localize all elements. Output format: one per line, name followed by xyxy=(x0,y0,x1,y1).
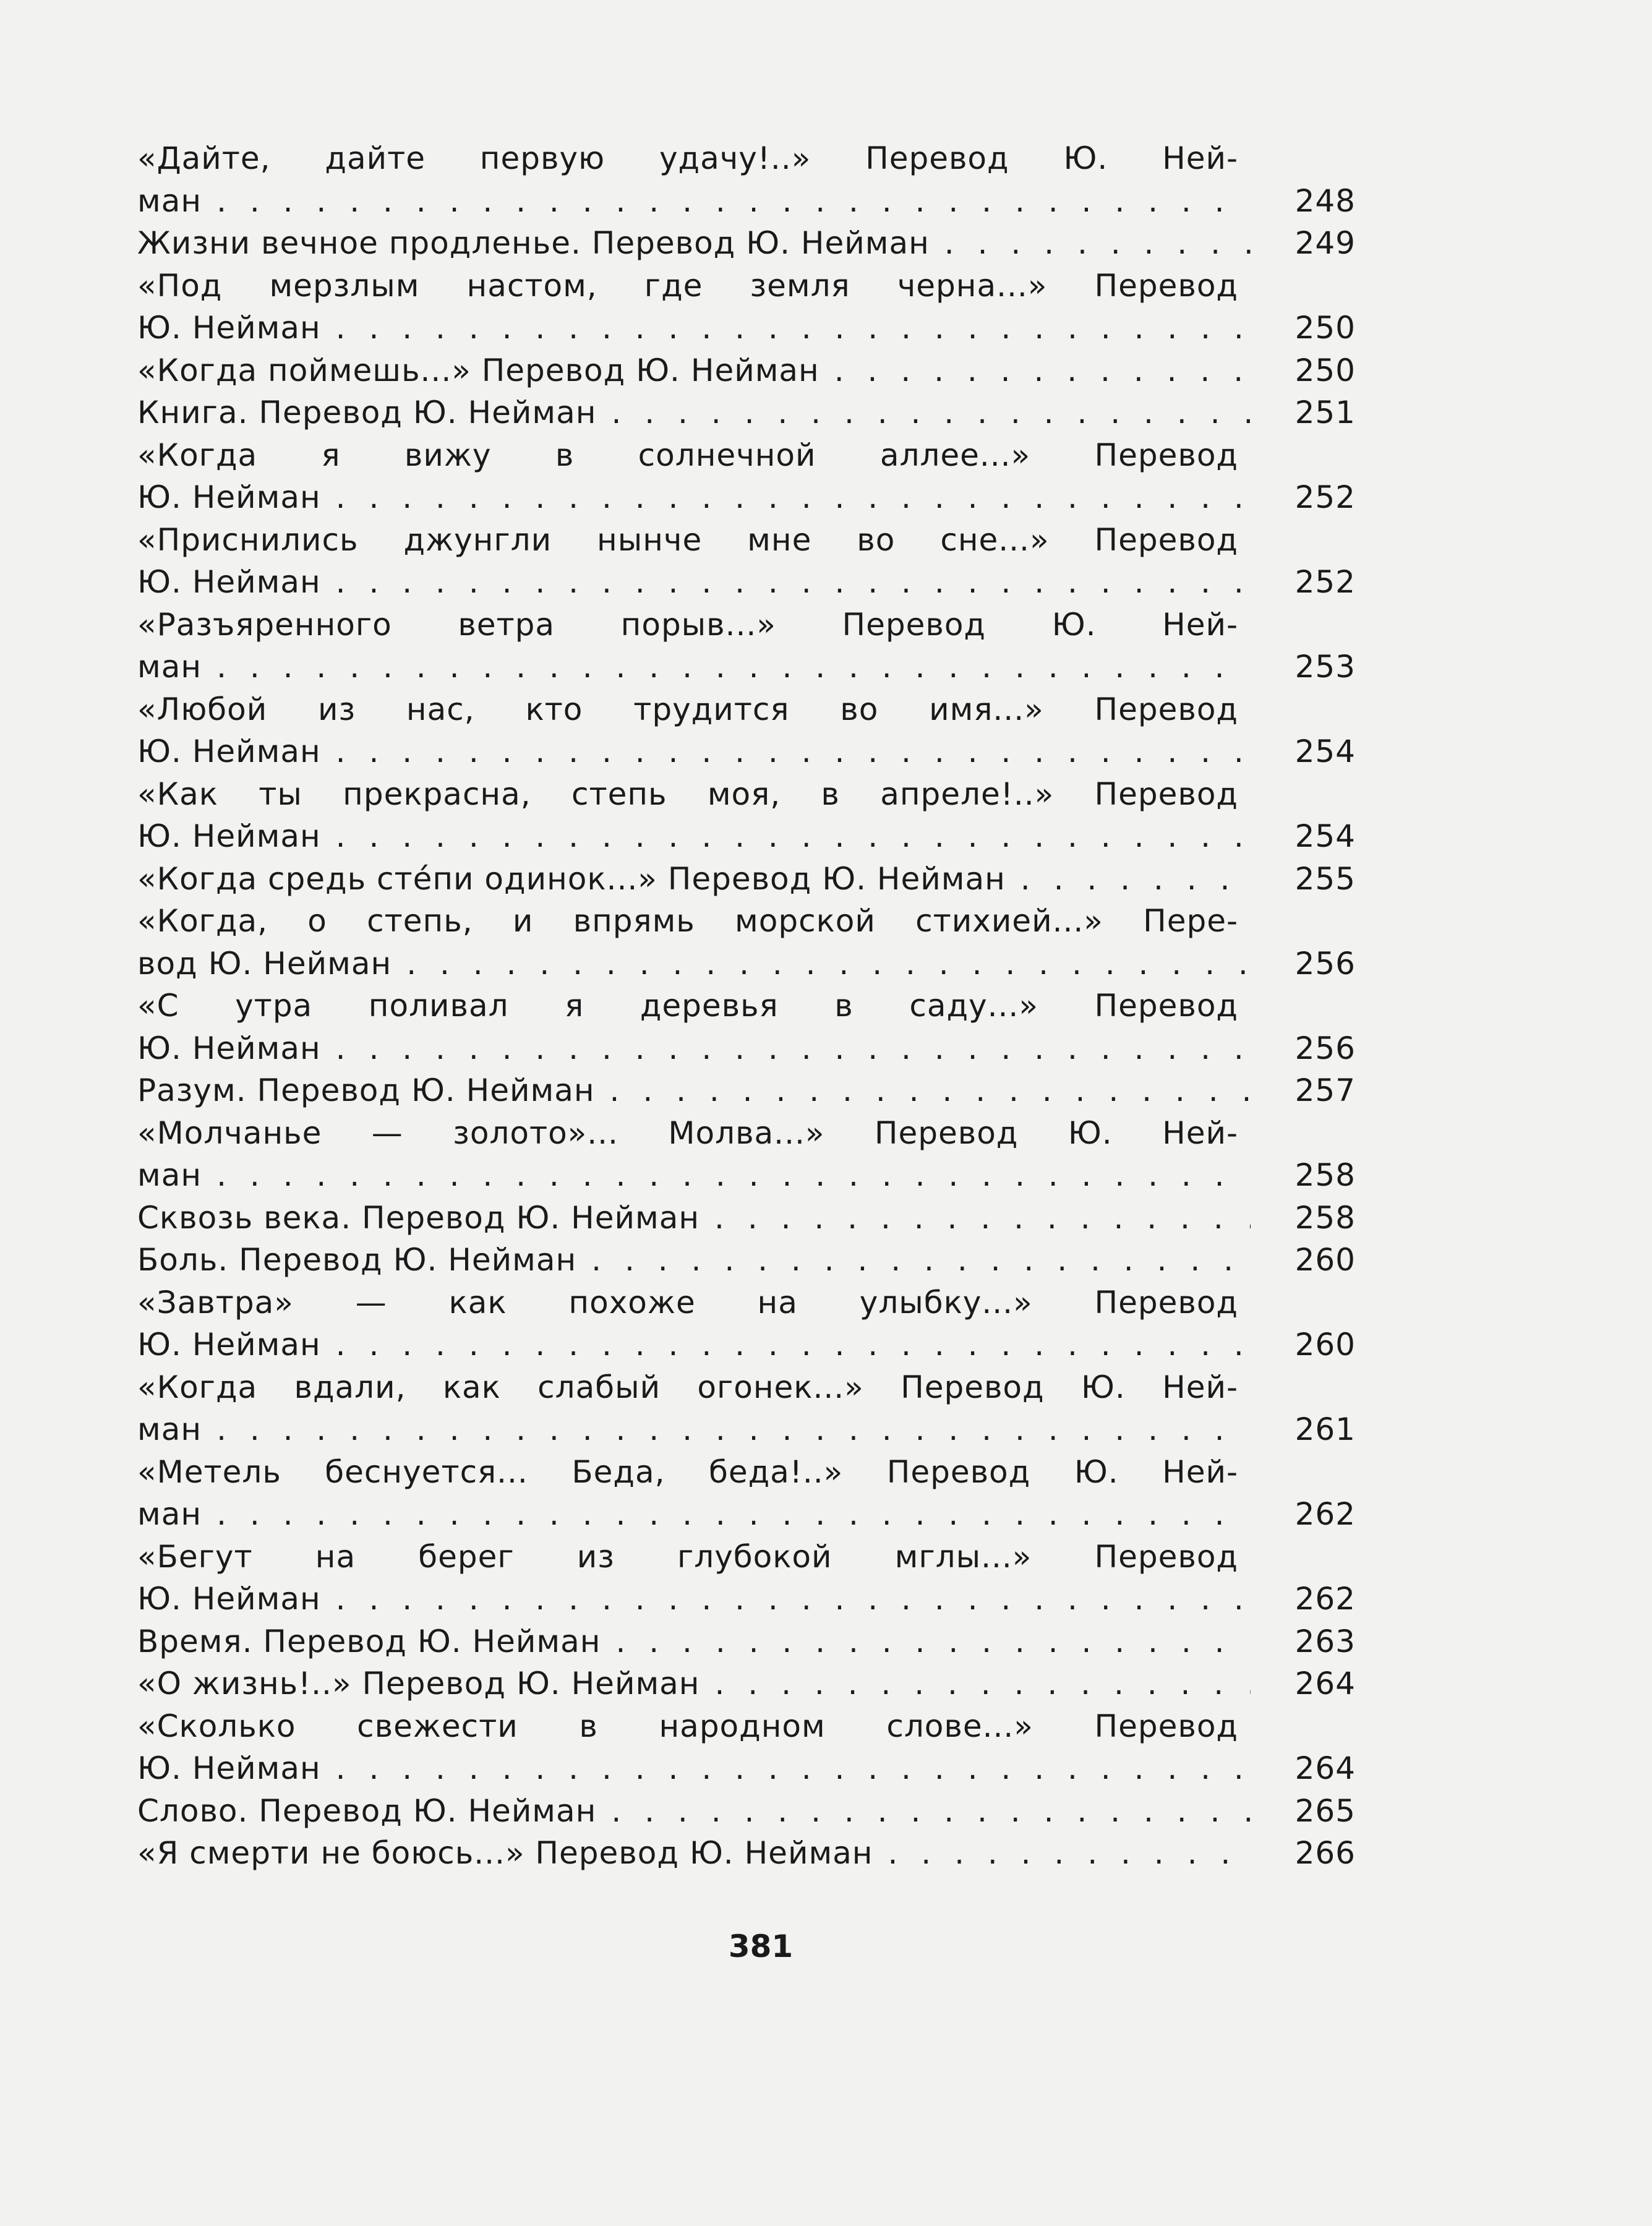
dot-leader xyxy=(596,392,1251,434)
toc-page-number: 249 xyxy=(1295,225,1356,261)
toc-entry-line xyxy=(137,1324,1356,1366)
toc-entry xyxy=(137,1451,1356,1536)
toc-page-number: 253 xyxy=(1295,649,1356,685)
toc-page-number: 260 xyxy=(1295,1242,1356,1278)
toc-entry-line xyxy=(137,1790,1356,1833)
toc-entry-title: Время. Перевод Ю. Нейман xyxy=(137,1623,601,1659)
table-of-contents xyxy=(137,137,1356,1875)
dot-leader xyxy=(321,815,1251,858)
toc-page-number: 254 xyxy=(1295,818,1356,854)
toc-entry xyxy=(137,773,1356,858)
toc-entry-line xyxy=(137,1239,1356,1282)
toc-entry-line xyxy=(137,137,1238,180)
toc-entry xyxy=(137,1663,1356,1705)
toc-entry xyxy=(137,1112,1356,1197)
toc-entry-title: «Метель беснуется... Беда, беда!..» Перевод Ю. Ней- xyxy=(137,1453,1238,1490)
toc-entry xyxy=(137,1197,1356,1239)
toc-entry-line xyxy=(137,265,1238,307)
dot-leader xyxy=(820,349,1251,392)
toc-entry xyxy=(137,392,1356,434)
toc-entry-title: «Приснились джунгли нынче мне во сне...» Перевод xyxy=(137,521,1238,558)
toc-page-number: 252 xyxy=(1295,564,1356,600)
toc-entry-title: ман xyxy=(137,1496,202,1532)
toc-entry-title: Ю. Нейман xyxy=(137,564,321,600)
toc-page-number: 248 xyxy=(1295,182,1356,219)
toc-entry xyxy=(137,1366,1356,1451)
dot-leader xyxy=(1006,858,1251,901)
dot-leader xyxy=(321,476,1251,519)
toc-entry-line xyxy=(137,858,1356,901)
dot-leader xyxy=(202,1408,1251,1451)
toc-page-number: 265 xyxy=(1295,1792,1356,1829)
dot-leader xyxy=(595,1069,1251,1112)
dot-leader xyxy=(321,307,1251,349)
toc-entry xyxy=(137,1239,1356,1282)
toc-entry-title: Сквозь века. Перевод Ю. Нейман xyxy=(137,1199,700,1236)
toc-page-number: 257 xyxy=(1295,1072,1356,1108)
toc-entry xyxy=(137,434,1356,519)
toc-entry xyxy=(137,519,1356,604)
toc-entry-title: вод Ю. Нейман xyxy=(137,945,392,982)
toc-page-number: 266 xyxy=(1295,1835,1356,1871)
toc-page-number: 261 xyxy=(1295,1411,1356,1447)
toc-entry-title: Жизни вечное продленье. Перевод Ю. Нейман xyxy=(137,225,930,261)
toc-entry-title: «Бегут на берег из глубокой мглы...» Перевод xyxy=(137,1538,1238,1575)
toc-page-number: 251 xyxy=(1295,395,1356,430)
toc-page-number: 260 xyxy=(1295,1327,1356,1363)
toc-entry-line xyxy=(137,307,1356,349)
toc-entry-line xyxy=(137,1069,1356,1112)
toc-entry-line xyxy=(137,985,1238,1027)
toc-page-number: 256 xyxy=(1295,945,1356,982)
toc-entry-title: Ю. Нейман xyxy=(137,1581,321,1617)
toc-entry-title: Слово. Перевод Ю. Нейман xyxy=(137,1792,597,1829)
dot-leader xyxy=(321,1578,1251,1620)
toc-entry xyxy=(137,137,1356,222)
toc-entry-line xyxy=(137,1747,1356,1790)
toc-entry-line xyxy=(137,349,1356,392)
toc-entry-title: ман xyxy=(137,1411,202,1447)
toc-entry-line xyxy=(137,1282,1238,1324)
toc-entry-line xyxy=(137,1620,1356,1663)
toc-entry-title: Ю. Нейман xyxy=(137,310,321,346)
dot-leader xyxy=(202,646,1251,688)
toc-entry-title: «Когда, о степь, и впрямь морской стихией...» Пере- xyxy=(137,903,1238,939)
toc-entry-line xyxy=(137,646,1356,688)
toc-entry-title: Ю. Нейман xyxy=(137,1327,321,1363)
dot-leader xyxy=(202,1493,1251,1536)
toc-entry-title: «Любой из нас, кто трудится во имя...» Перевод xyxy=(137,691,1238,727)
toc-entry-line xyxy=(137,943,1356,985)
toc-entry xyxy=(137,688,1356,773)
toc-entry-line xyxy=(137,1366,1238,1409)
toc-entry-line xyxy=(137,773,1238,816)
dot-leader xyxy=(321,561,1251,604)
toc-entry-title: Разум. Перевод Ю. Нейман xyxy=(137,1072,595,1108)
dot-leader xyxy=(700,1197,1251,1239)
toc-entry-title: «Когда вдали, как слабый огонек...» Перевод Ю. Ней- xyxy=(137,1369,1238,1405)
toc-page-number: 264 xyxy=(1295,1750,1356,1786)
toc-entry-line xyxy=(137,1663,1356,1705)
toc-entry-line xyxy=(137,1705,1238,1748)
dot-leader xyxy=(601,1620,1251,1663)
dot-leader xyxy=(576,1239,1251,1282)
toc-entry-line xyxy=(137,1536,1238,1578)
toc-entry-title: Ю. Нейман xyxy=(137,1750,321,1786)
dot-leader xyxy=(321,1747,1251,1790)
toc-entry-title: «Когда средь сте́пи одинок...» Перевод Ю. Нейман xyxy=(137,860,1006,897)
toc-entry-line xyxy=(137,476,1356,519)
toc-entry-title: ман xyxy=(137,182,202,219)
toc-page-number: 258 xyxy=(1295,1157,1356,1193)
toc-entry-line xyxy=(137,730,1356,773)
page-number: 381 xyxy=(728,1928,794,1964)
toc-entry xyxy=(137,1705,1356,1790)
toc-entry-title: «Сколько свежести в народном слове...» Перевод xyxy=(137,1708,1238,1744)
toc-entry-line xyxy=(137,180,1356,223)
toc-entry-line xyxy=(137,1154,1356,1197)
dot-leader xyxy=(596,1790,1251,1833)
toc-entry-line xyxy=(137,561,1356,604)
toc-page-number: 255 xyxy=(1295,860,1356,897)
toc-entry-title: Ю. Нейман xyxy=(137,734,321,769)
toc-entry-title: «Дайте, дайте первую удачу!..» Перевод Ю. Ней- xyxy=(137,140,1238,176)
dot-leader xyxy=(700,1663,1251,1705)
toc-entry xyxy=(137,1069,1356,1112)
toc-entry-line xyxy=(137,1451,1238,1494)
toc-entry-title: Ю. Нейман xyxy=(137,479,321,515)
toc-entry-title: «Молчанье — золото»... Молва...» Перевод Ю. Ней- xyxy=(137,1115,1238,1151)
toc-page-number: 252 xyxy=(1295,479,1356,515)
toc-page-number: 263 xyxy=(1295,1623,1356,1659)
toc-entry-line xyxy=(137,1408,1356,1451)
toc-entry-title: «Завтра» — как похоже на улыбку...» Перевод xyxy=(137,1284,1238,1321)
toc-page-number: 254 xyxy=(1295,734,1356,769)
dot-leader xyxy=(873,1832,1251,1875)
toc-entry-title: «Как ты прекрасна, степь моя, в апреле!..» Перевод xyxy=(137,776,1238,812)
toc-entry-title: «О жизнь!..» Перевод Ю. Нейман xyxy=(137,1666,700,1702)
toc-entry-line xyxy=(137,815,1356,858)
toc-entry-line xyxy=(137,1493,1356,1536)
toc-entry-title: ман xyxy=(137,1157,202,1193)
toc-entry-line xyxy=(137,1578,1356,1620)
toc-entry-line xyxy=(137,434,1238,477)
toc-entry xyxy=(137,1536,1356,1620)
toc-entry-title: ман xyxy=(137,649,202,685)
toc-entry xyxy=(137,265,1356,349)
toc-entry xyxy=(137,1282,1356,1366)
toc-entry-title: Боль. Перевод Ю. Нейман xyxy=(137,1242,577,1278)
toc-entry xyxy=(137,1832,1356,1875)
toc-entry xyxy=(137,858,1356,901)
toc-entry-line xyxy=(137,1197,1356,1239)
toc-entry xyxy=(137,900,1356,985)
toc-entry-line xyxy=(137,688,1238,731)
toc-entry-line xyxy=(137,1832,1356,1875)
toc-entry xyxy=(137,349,1356,392)
toc-page-number: 250 xyxy=(1295,310,1356,346)
dot-leader xyxy=(321,1027,1251,1070)
toc-entry-title: Ю. Нейман xyxy=(137,1030,321,1066)
dot-leader xyxy=(202,1154,1251,1197)
toc-entry-title: Книга. Перевод Ю. Нейман xyxy=(137,395,597,430)
toc-entry-line xyxy=(137,1112,1238,1155)
toc-entry-line xyxy=(137,519,1238,562)
dot-leader xyxy=(321,730,1251,773)
dot-leader xyxy=(392,943,1251,985)
toc-entry xyxy=(137,1620,1356,1663)
dot-leader xyxy=(202,180,1251,223)
toc-entry-line xyxy=(137,392,1356,434)
toc-entry xyxy=(137,222,1356,265)
dot-leader xyxy=(321,1324,1251,1366)
toc-page-number: 264 xyxy=(1295,1666,1356,1702)
toc-page-number: 262 xyxy=(1295,1496,1356,1532)
toc-entry-title: «Я смерти не боюсь...» Перевод Ю. Нейман xyxy=(137,1835,873,1871)
toc-entry xyxy=(137,604,1356,688)
dot-leader xyxy=(930,222,1251,265)
toc-entry-title: Ю. Нейман xyxy=(137,818,321,854)
toc-entry-title: «Когда поймешь...» Перевод Ю. Нейман xyxy=(137,352,820,388)
toc-entry xyxy=(137,1790,1356,1833)
toc-entry-title: «С утра поливал я деревья в саду...» Перевод xyxy=(137,988,1238,1024)
toc-page-number: 250 xyxy=(1295,352,1356,388)
toc-entry-line xyxy=(137,604,1238,646)
toc-entry-line xyxy=(137,1027,1356,1070)
toc-page-number: 262 xyxy=(1295,1581,1356,1617)
toc-page-number: 256 xyxy=(1295,1030,1356,1066)
toc-entry-line xyxy=(137,900,1238,943)
toc-entry-line xyxy=(137,222,1356,265)
toc-entry-title: «Разъяренного ветра порыв...» Перевод Ю. Ней- xyxy=(137,606,1238,643)
toc-entry-title: «Когда я вижу в солнечной аллее...» Перевод xyxy=(137,437,1238,473)
toc-entry xyxy=(137,985,1356,1069)
toc-entry-title: «Под мерзлым настом, где земля черна...» Перевод xyxy=(137,267,1238,304)
toc-page-number: 258 xyxy=(1295,1199,1356,1236)
